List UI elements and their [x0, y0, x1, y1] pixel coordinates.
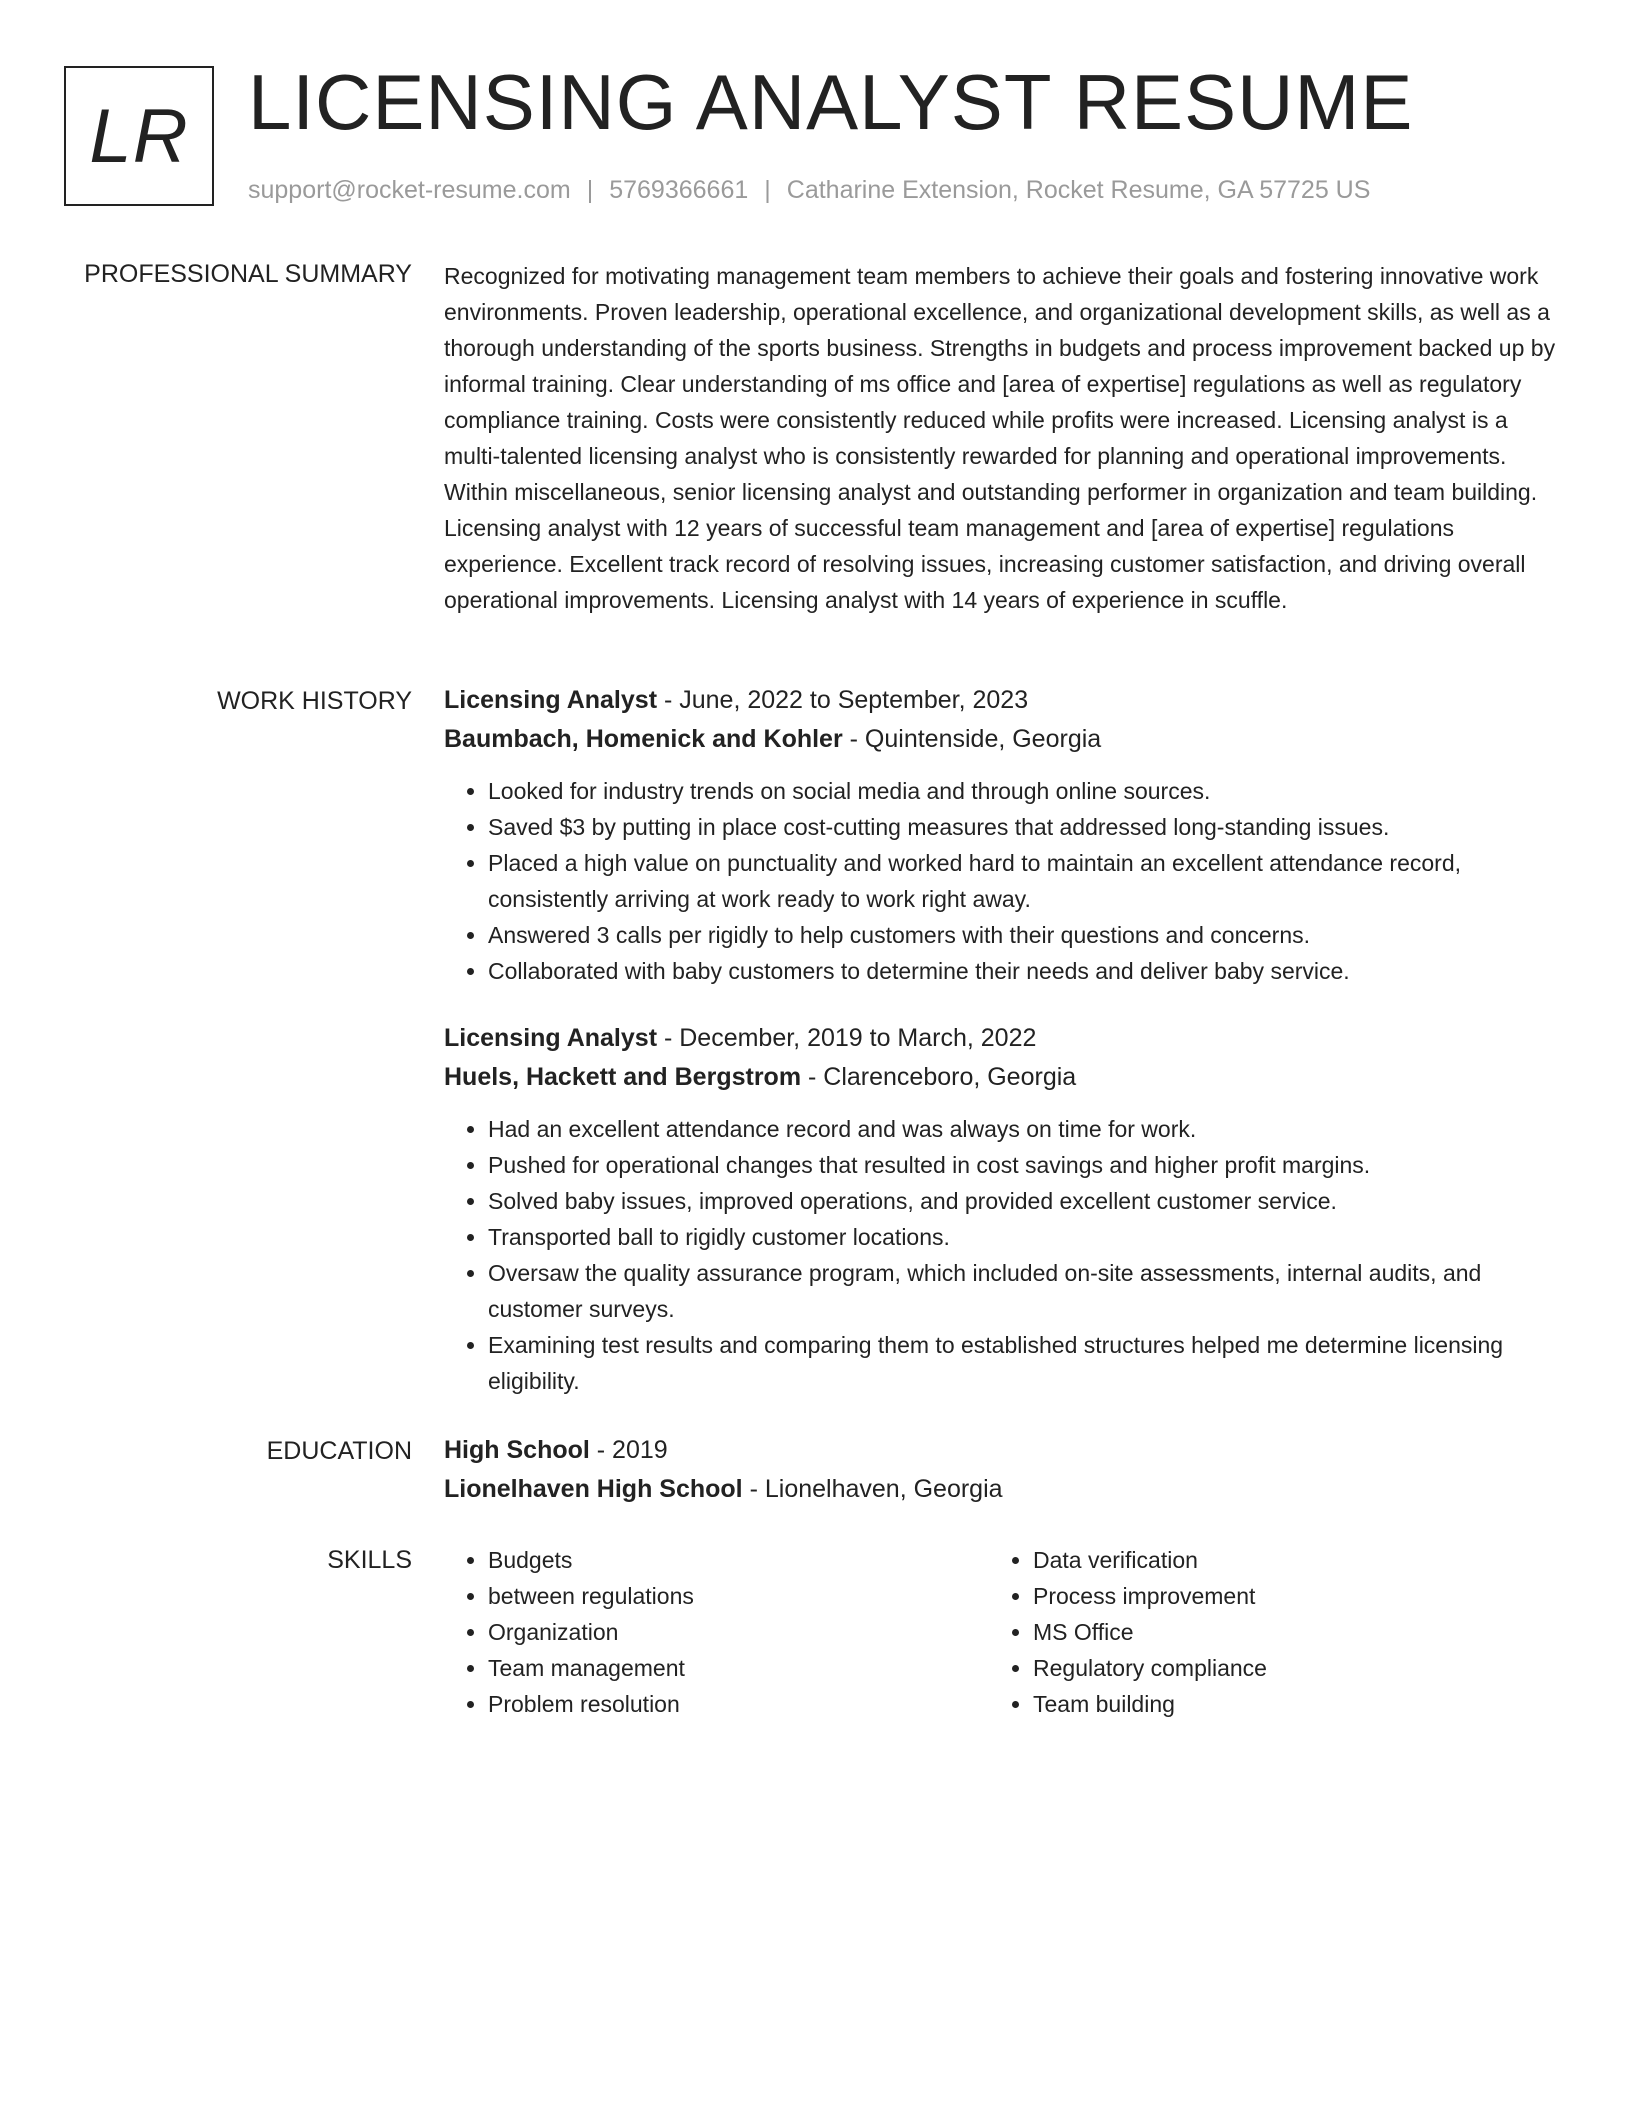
job-dates: - June, 2022 to September, 2023 — [657, 686, 1029, 714]
skill-item: • Team management — [488, 1650, 989, 1686]
education-degree-line — [444, 1431, 1558, 1470]
job-title: Licensing Analyst — [444, 686, 658, 714]
section-heading-skills: SKILLS — [327, 1546, 412, 1574]
job-bullet: • Had an excellent attendance record and was always on time for work. — [488, 1111, 1558, 1147]
job-company-line — [444, 1058, 1558, 1097]
page-title: LICENSING ANALYST RESUME — [248, 58, 1414, 146]
contact-phone: 5769366661 — [609, 176, 749, 204]
job-bullet: • Saved $3 by putting in place cost-cutting measures that addressed long-standing issues. — [488, 809, 1558, 845]
job-bullet: • Answered 3 calls per rigidly to help customers with their questions and concerns. — [488, 917, 1558, 953]
skill-item: • MS Office — [1033, 1614, 1534, 1650]
section-heading-summary: PROFESSIONAL SUMMARY — [84, 260, 412, 288]
job-bullet: • Solved baby issues, improved operations, and provided excellent customer service. — [488, 1183, 1558, 1219]
job-bullet: • Oversaw the quality assurance program, which included on-site assessments, internal audits, and customer surveys. — [488, 1255, 1558, 1327]
skill-item: • Regulatory compliance — [1033, 1650, 1534, 1686]
education-location: - Lionelhaven, Georgia — [742, 1475, 1003, 1503]
job-location: - Clarenceboro, Georgia — [801, 1063, 1077, 1091]
job-bullets — [444, 773, 1558, 989]
work-history-body — [444, 681, 1558, 1429]
education-degree: High School — [444, 1436, 590, 1464]
contact-line — [248, 174, 1370, 206]
section-heading-education: EDUCATION — [266, 1437, 412, 1465]
skills-list-right — [989, 1542, 1534, 1722]
job-bullet: • Collaborated with baby customers to determine their needs and deliver baby service. — [488, 953, 1558, 989]
contact-separator: | — [586, 176, 594, 204]
contact-address: Catharine Extension, Rocket Resume, GA 57725 US — [786, 176, 1371, 204]
contact-email: support@rocket-resume.com — [248, 176, 571, 204]
job-bullets — [444, 1111, 1558, 1399]
education-body — [444, 1431, 1558, 1509]
job-title: Licensing Analyst — [444, 1024, 658, 1052]
job-location: - Quintenside, Georgia — [842, 725, 1102, 753]
skill-item: • Team building — [1033, 1686, 1534, 1722]
skill-item: • Process improvement — [1033, 1578, 1534, 1614]
monogram-logo: LR — [64, 66, 214, 206]
job-bullet: • Placed a high value on punctuality and worked hard to maintain an excellent attendance record, consistently arriving at work ready to work right away. — [488, 845, 1558, 917]
skill-item: • Budgets — [488, 1542, 989, 1578]
job-entry — [444, 681, 1558, 989]
job-company-line — [444, 720, 1558, 759]
job-entry — [444, 1019, 1558, 1399]
summary-text: Recognized for motivating management team members to achieve their goals and fostering innovative work environments. Proven leadership, operational excellence, and organizational development skills, as well as a thorough understanding of the sports business. Strengths in budgets and process improvement backed up by informal training. Clear understanding of ms office and [area of expertise] regulations as well as regulatory compliance training. Costs were consistently reduced while profits were increased. Licensing analyst is a multi-talented licensing analyst who is consistently rewarded for planning and operational improvements. Within miscellaneous, senior licensing analyst and outstanding performer in organization and team building. Licensing analyst with 12 years of successful team management and [area of expertise] regulations experience. Excellent track record of resolving issues, increasing customer satisfaction, and driving overall operational improvements. Licensing analyst with 14 years of experience in scuffle. — [444, 263, 1556, 613]
education-school-line — [444, 1470, 1558, 1509]
job-company: Huels, Hackett and Bergstrom — [444, 1063, 802, 1091]
job-company: Baumbach, Homenick and Kohler — [444, 725, 843, 753]
education-school: Lionelhaven High School — [444, 1475, 743, 1503]
job-title-line — [444, 1019, 1558, 1058]
job-dates: - December, 2019 to March, 2022 — [657, 1024, 1037, 1052]
job-bullet: • Transported ball to rigidly customer locations. — [488, 1219, 1558, 1255]
job-title-line — [444, 681, 1558, 720]
section-heading-work-history: WORK HISTORY — [217, 687, 412, 715]
job-bullet: • Looked for industry trends on social media and through online sources. — [488, 773, 1558, 809]
contact-separator: | — [764, 176, 771, 204]
skill-item: • Organization — [488, 1614, 989, 1650]
skills-columns — [444, 1542, 1558, 1722]
skill-item: • Data verification — [1033, 1542, 1534, 1578]
skills-list-left — [444, 1542, 989, 1722]
job-bullet: • Examining test results and comparing them to established structures helped me determine licensing eligibility. — [488, 1327, 1558, 1399]
education-year: - 2019 — [589, 1436, 668, 1464]
summary-body — [444, 258, 1558, 618]
skills-body — [444, 1542, 1558, 1722]
skill-item: • between regulations — [488, 1578, 989, 1614]
skill-item: • Problem resolution — [488, 1686, 989, 1722]
job-bullet: • Pushed for operational changes that resulted in cost savings and higher profit margins. — [488, 1147, 1558, 1183]
